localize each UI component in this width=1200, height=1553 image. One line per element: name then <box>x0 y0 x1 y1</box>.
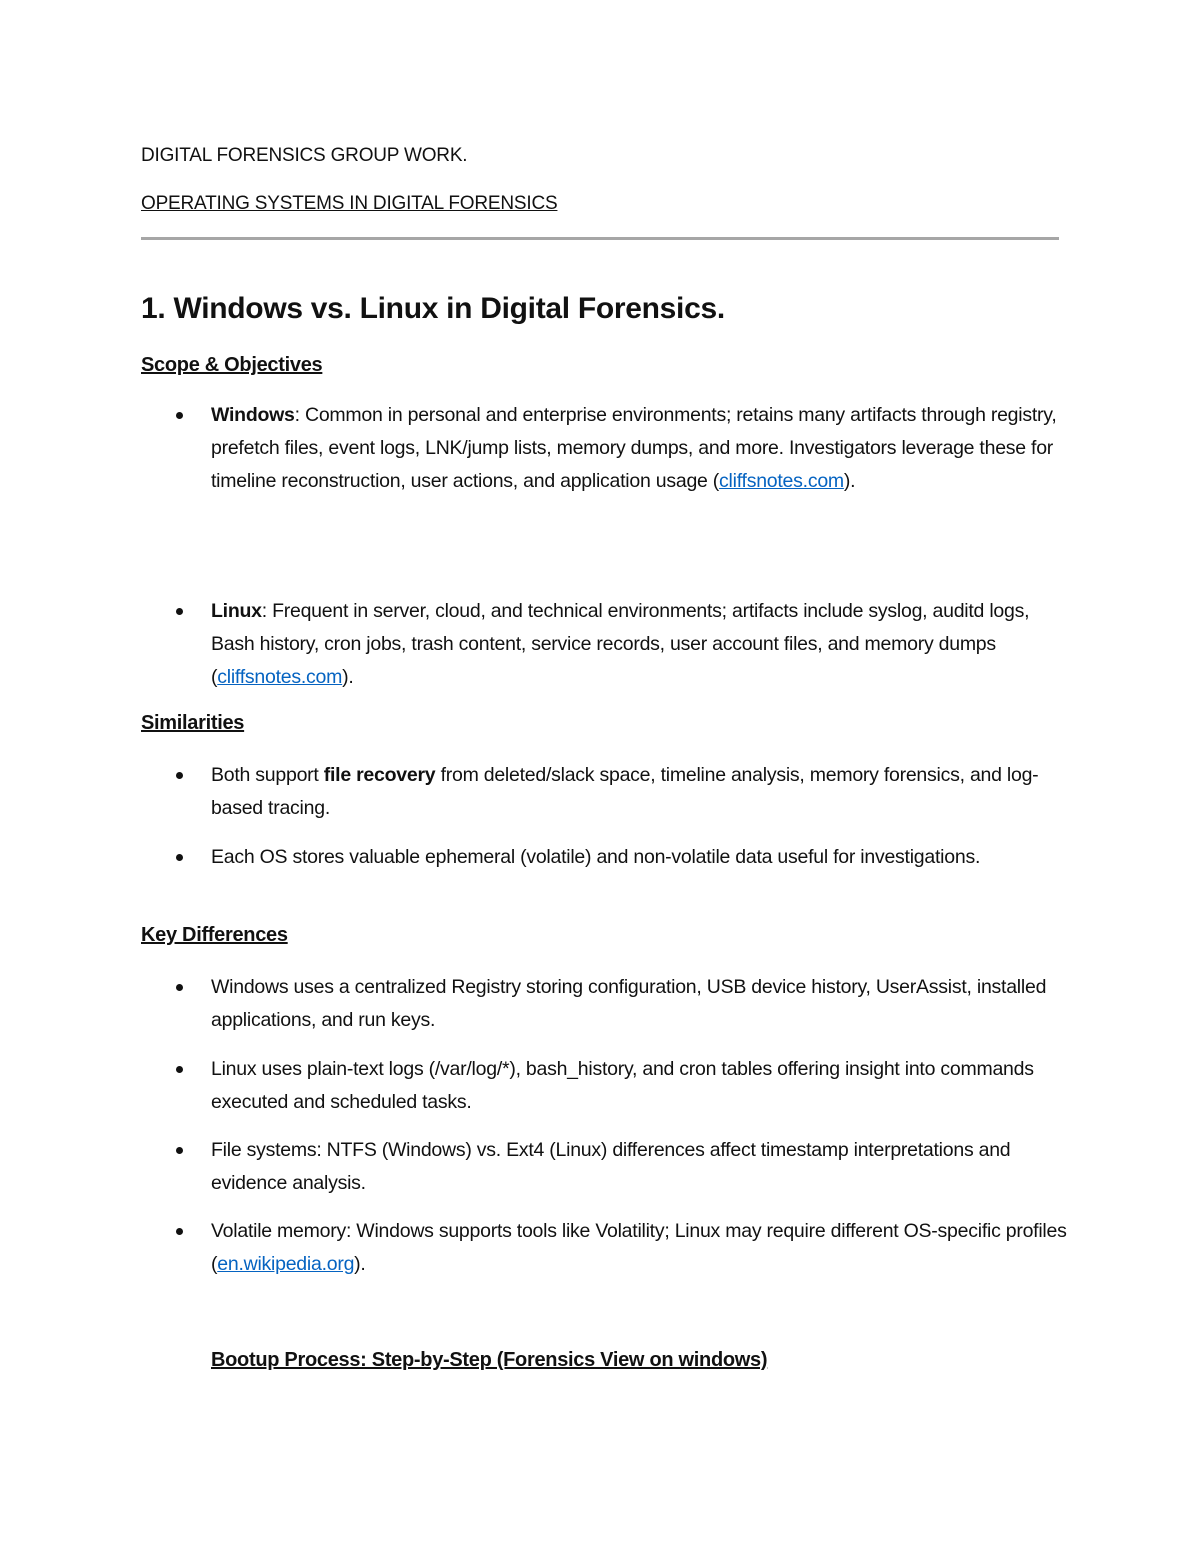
list-item-difference-1: Windows uses a centralized Registry storing configuration, USB device history, UserAssist, installed applications, and run keys. <box>211 971 1071 1037</box>
similarity-1-text-end: from deleted/slack space, timeline analysis, memory forensics, and log-based tracing. <box>211 764 1039 819</box>
document-header: DIGITAL FORENSICS GROUP WORK. <box>141 145 468 166</box>
term-linux: Linux <box>211 600 262 622</box>
section-heading-similarities: Similarities <box>141 712 245 734</box>
term-file-recovery: file recovery <box>323 764 436 786</box>
link-wikipedia[interactable]: en.wikipedia.org <box>217 1253 355 1275</box>
link-cliffsnotes-windows[interactable]: cliffsnotes.com <box>719 470 844 492</box>
section-heading-differences: Key Differences <box>141 924 288 946</box>
difference-4-text: Volatile memory: Windows supports tools like Volatility; Linux may require different OS-specific profiles ( <box>211 1220 1067 1275</box>
link-cliffsnotes-linux[interactable]: cliffsnotes.com <box>217 666 343 688</box>
list-item-similarity-2: Each OS stores valuable ephemeral (volatile) and non-volatile data useful for investigations. <box>211 841 1071 874</box>
page-title: 1. Windows vs. Linux in Digital Forensics. <box>141 292 725 325</box>
windows-description: : Common in personal and enterprise environments; retains many artifacts through registry, prefetch files, event logs, LNK/jump lists, memory dumps, and more. Investigators leverage these for timeline reconstruction, user actions, and application usage ( <box>211 404 1057 492</box>
similarity-1-text: Both support <box>211 764 324 786</box>
list-item-windows <box>211 399 1071 498</box>
linux-description: : Frequent in server, cloud, and technical environments; artifacts include syslog, auditd logs, Bash history, cron jobs, trash content, service records, user account files, and memory dumps ( <box>211 600 1030 688</box>
horizontal-divider <box>141 237 1059 240</box>
section-heading-scope: Scope & Objectives <box>141 354 323 376</box>
document-subtitle: OPERATING SYSTEMS IN DIGITAL FORENSICS <box>141 193 558 214</box>
term-windows: Windows <box>211 404 295 426</box>
list-item-linux <box>211 595 1071 694</box>
difference-4-text-end: ). <box>354 1253 366 1275</box>
list-item-difference-3: File systems: NTFS (Windows) vs. Ext4 (Linux) differences affect timestamp interpretations and evidence analysis. <box>211 1134 1071 1200</box>
linux-description-end: ). <box>342 666 354 688</box>
list-item-similarity-1 <box>211 759 1071 825</box>
windows-description-end: ). <box>843 470 856 492</box>
list-item-difference-4 <box>211 1215 1071 1281</box>
list-item-difference-2: Linux uses plain-text logs (/var/log/*), bash_history, and cron tables offering insight into commands executed and scheduled tasks. <box>211 1053 1071 1119</box>
section-heading-bootup: Bootup Process: Step-by-Step (Forensics View on windows) <box>211 1349 768 1371</box>
